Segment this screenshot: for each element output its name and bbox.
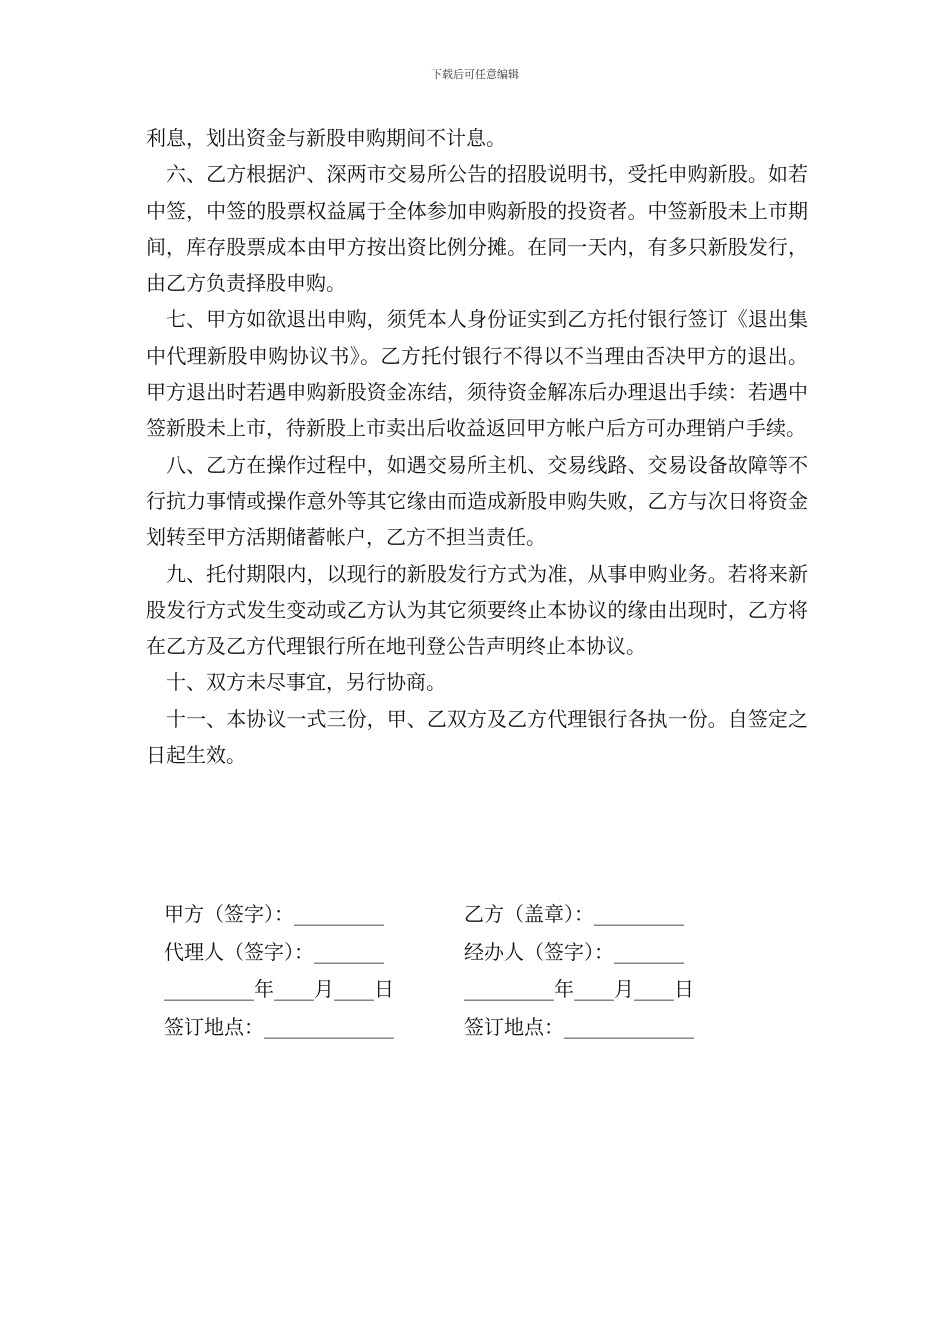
party-b-seal-line: 乙方（盖章）：_________ [464,902,684,927]
party-a-agent-line: 代理人（签字）：_______ [164,939,384,964]
paragraph-interest: 利息，划出资金与新股申购期间不计息。 [146,126,506,150]
contract-body [146,120,808,773]
signature-block [164,894,764,1044]
party-b-place-line: 签订地点：_____________ [464,1014,694,1039]
party-a-date-line: _________年____月____日 [164,977,394,1002]
paragraph-clause-9: 九、托付期限内，以现行的新股发行方式为准，从事申购业务。若将来新股发行方式发生变动或乙方认为其它须要终止本协议的缘由出现时，乙方将在乙方及乙方代理银行所在地刊登公告声明终止本协议。 [146,561,808,659]
paragraph-clause-10: 十、双方未尽事宜，另行协商。 [166,670,446,695]
party-b-date-line: _________年____月____日 [464,977,694,1002]
signature-row-place [164,1007,764,1045]
party-a-place-line: 签订地点：_____________ [164,1014,394,1039]
signature-row-sign [164,894,764,932]
signature-row-date [164,969,764,1007]
party-a-sign-line: 甲方（签字）：_________ [164,902,384,927]
paragraph-clause-7: 七、甲方如欲退出申购，须凭本人身份证实到乙方托付银行签订《退出集中代理新股申购协议书》。乙方托付银行不得以不当理由否决甲方的退出。甲方退出时若遇申购新股资金冻结，须待资金解冻后办理退出手续：若遇中签新股未上市，待新股上市卖出后收益返回甲方帐户后方可办理销户手续。 [146,307,808,441]
paragraph-clause-11: 十一、本协议一式三份，甲、乙双方及乙方代理银行各执一份。自签定之日起生效。 [146,706,808,768]
party-b-handler-line: 经办人（签字）：_______ [464,939,684,964]
paragraph-clause-6: 六、乙方根据沪、深两市交易所公告的招股说明书，受托申购新股。如若中签，中签的股票权益属于全体参加申购新股的投资者。中签新股未上市期间，库存股票成本由甲方按出资比例分摊。在同一天内，有多只新股发行，由乙方负责择股申购。 [146,162,808,296]
signature-row-agent [164,932,764,970]
paragraph-clause-8: 八、乙方在操作过程中，如遇交易所主机、交易线路、交易设备故障等不行抗力事情或操作意外等其它缘由而造成新股申购失败，乙方与次日将资金划转至甲方活期储蓄帐户，乙方不担当责任。 [146,452,808,550]
page-header-note: 下载后可任意编辑 [431,68,519,81]
